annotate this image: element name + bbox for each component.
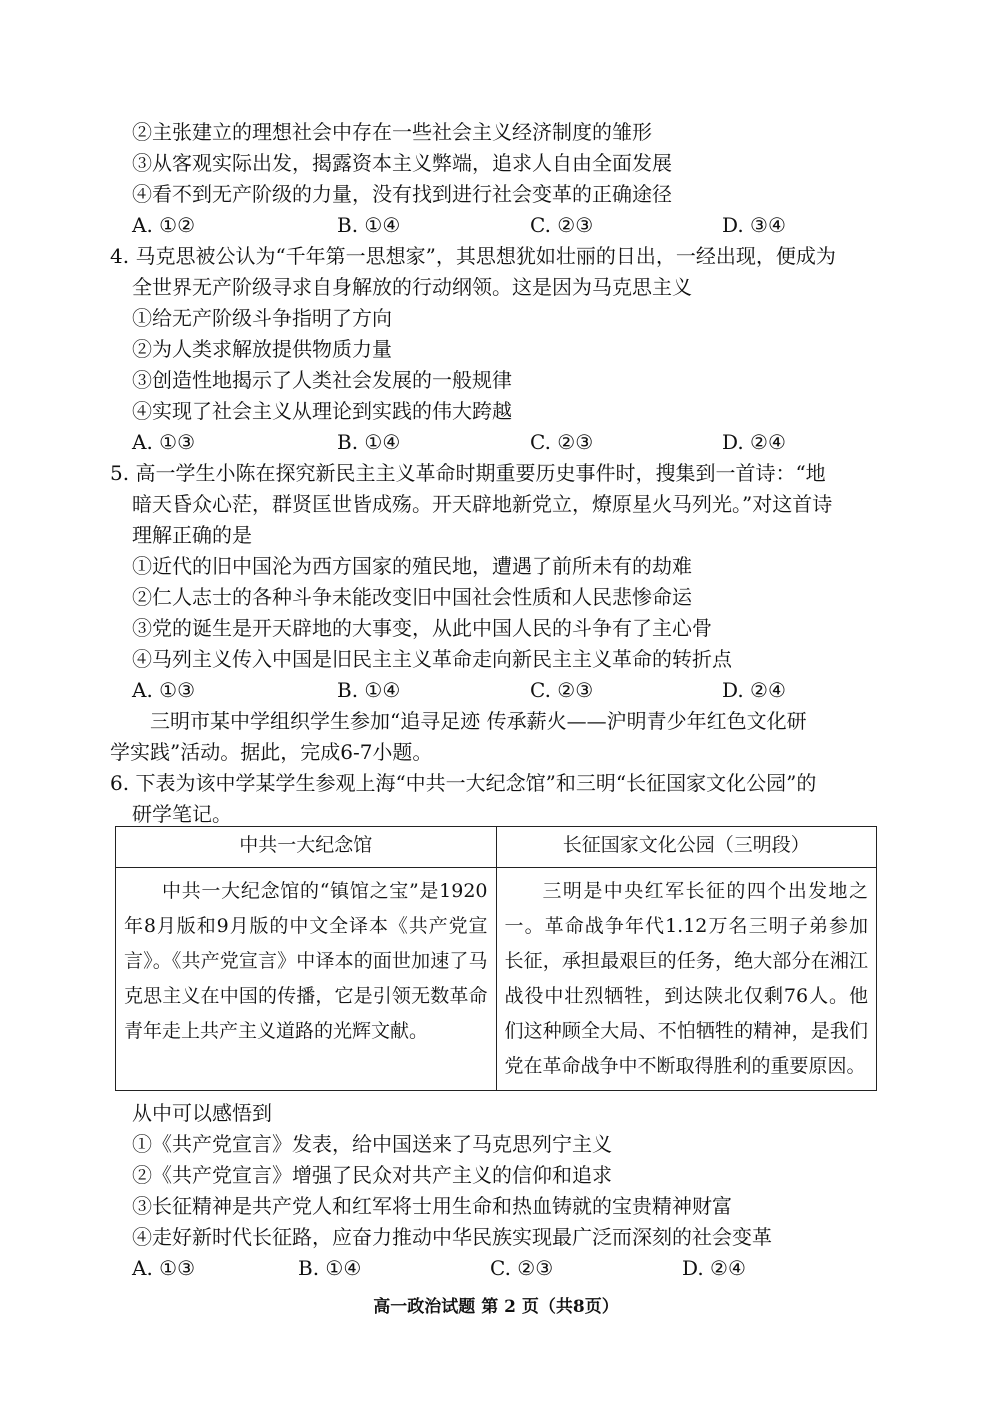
option-a: A. ①② (132, 213, 196, 237)
q4-stem-line-1: 4. 马克思被公认为“千年第一思想家”，其思想犹如壮丽的日出，一经出现，便成为 (110, 244, 836, 268)
option-d: D. ③④ (722, 213, 786, 237)
option-c: C. ②③ (530, 430, 594, 454)
option-b: B. ①④ (337, 678, 401, 702)
q4-statement-4: ④实现了社会主义从理论到实践的伟大跨越 (132, 399, 512, 423)
q6-stem-line-1: 6. 下表为该中学某学生参观上海“中共一大纪念馆”和三明“长征国家文化公园”的 (110, 771, 817, 795)
q4-stem-line-2: 全世界无产阶级寻求自身解放的行动纲领。这是因为马克思主义 (132, 275, 692, 299)
option-a: A. ①③ (132, 1256, 196, 1280)
option-b: B. ①④ (298, 1256, 362, 1280)
table-header-right: 长征国家文化公园（三明段） (496, 827, 877, 868)
option-d: D. ②④ (722, 678, 786, 702)
q3-statement-4: ④看不到无产阶级的力量，没有找到进行社会变革的正确途径 (132, 182, 672, 206)
q6-stem-line-2: 研学笔记。 (132, 802, 232, 826)
q6-statement-1: ①《共产党宣言》发表，给中国送来了马克思列宁主义 (132, 1132, 612, 1156)
q6-lead: 从中可以感悟到 (132, 1101, 272, 1125)
q4-statement-1: ①给无产阶级斗争指明了方向 (132, 306, 392, 330)
q5-stem-line-1: 5. 高一学生小陈在探究新民主主义革命时期重要历史事件时，搜集到一首诗：“地 (110, 461, 826, 485)
option-b: B. ①④ (337, 430, 401, 454)
option-c: C. ②③ (530, 678, 594, 702)
q6-statement-3: ③长征精神是共产党人和红军将士用生命和热血铸就的宝贵精神财富 (132, 1194, 732, 1218)
q4-statement-3: ③创造性地揭示了人类社会发展的一般规律 (132, 368, 512, 392)
study-notes-table (115, 826, 877, 1091)
q5-statement-1: ①近代的旧中国沦为西方国家的殖民地，遭遇了前所未有的劫难 (132, 554, 692, 578)
option-a: A. ①③ (132, 678, 196, 702)
q5-stem-line-3: 理解正确的是 (132, 523, 252, 547)
table-cell-left: 中共一大纪念馆的“镇馆之宝”是1920年8月版和9月版的中文全译本《共产党宣言》。《共产党宣言》中译本的面世加速了马克思主义在中国的传播，它是引领无数革命青年走上共产主义道路的光辉文献。 (116, 868, 497, 1091)
q5-stem-line-2: 暗天昏众心茫，群贤匡世皆成殇。开天辟地新党立，燎原星火马列光。”对这首诗 (132, 492, 833, 516)
q5-statement-3: ③党的诞生是开天辟地的大事变，从此中国人民的斗争有了主心骨 (132, 616, 712, 640)
option-d: D. ②④ (722, 430, 786, 454)
page-footer: 高一政治试题 第 2 页（共8页） (373, 1297, 619, 1317)
q5-statement-4: ④马列主义传入中国是旧民主主义革命走向新民主主义革命的转折点 (132, 647, 732, 671)
q5-statement-2: ②仁人志士的各种斗争未能改变旧中国社会性质和人民悲惨命运 (132, 585, 692, 609)
q3-statement-2: ②主张建立的理想社会中存在一些社会主义经济制度的雏形 (132, 120, 652, 144)
option-c: C. ②③ (530, 213, 594, 237)
q4-statement-2: ②为人类求解放提供物质力量 (132, 337, 392, 361)
q5-options (132, 675, 852, 705)
intro-line-2: 学实践”活动。据此，完成6-7小题。 (110, 740, 433, 764)
table-cell-right: 三明是中央红军长征的四个出发地之一。革命战争年代1.12万名三明子弟参加长征，承担最艰巨的任务，绝大部分在湘江战役中壮烈牺牲，到达陕北仅剩76人。他们这种顾全大局、不怕牺牲的精神，是我们党在革命战争中不断取得胜利的重要原因。 (496, 868, 877, 1091)
q3-options (132, 210, 852, 240)
q3-statement-3: ③从客观实际出发，揭露资本主义弊端，追求人自由全面发展 (132, 151, 672, 175)
q6-options (132, 1253, 852, 1283)
option-c: C. ②③ (490, 1256, 554, 1280)
q6-statement-2: ②《共产党宣言》增强了民众对共产主义的信仰和追求 (132, 1163, 612, 1187)
table-header-left: 中共一大纪念馆 (116, 827, 497, 868)
option-d: D. ②④ (682, 1256, 746, 1280)
intro-line-1: 三明市某中学组织学生参加“追寻足迹 传承薪火——沪明青少年红色文化研 (150, 709, 807, 733)
option-b: B. ①④ (337, 213, 401, 237)
q6-statement-4: ④走好新时代长征路，应奋力推动中华民族实现最广泛而深刻的社会变革 (132, 1225, 772, 1249)
option-a: A. ①③ (132, 430, 196, 454)
q4-options (132, 427, 852, 457)
